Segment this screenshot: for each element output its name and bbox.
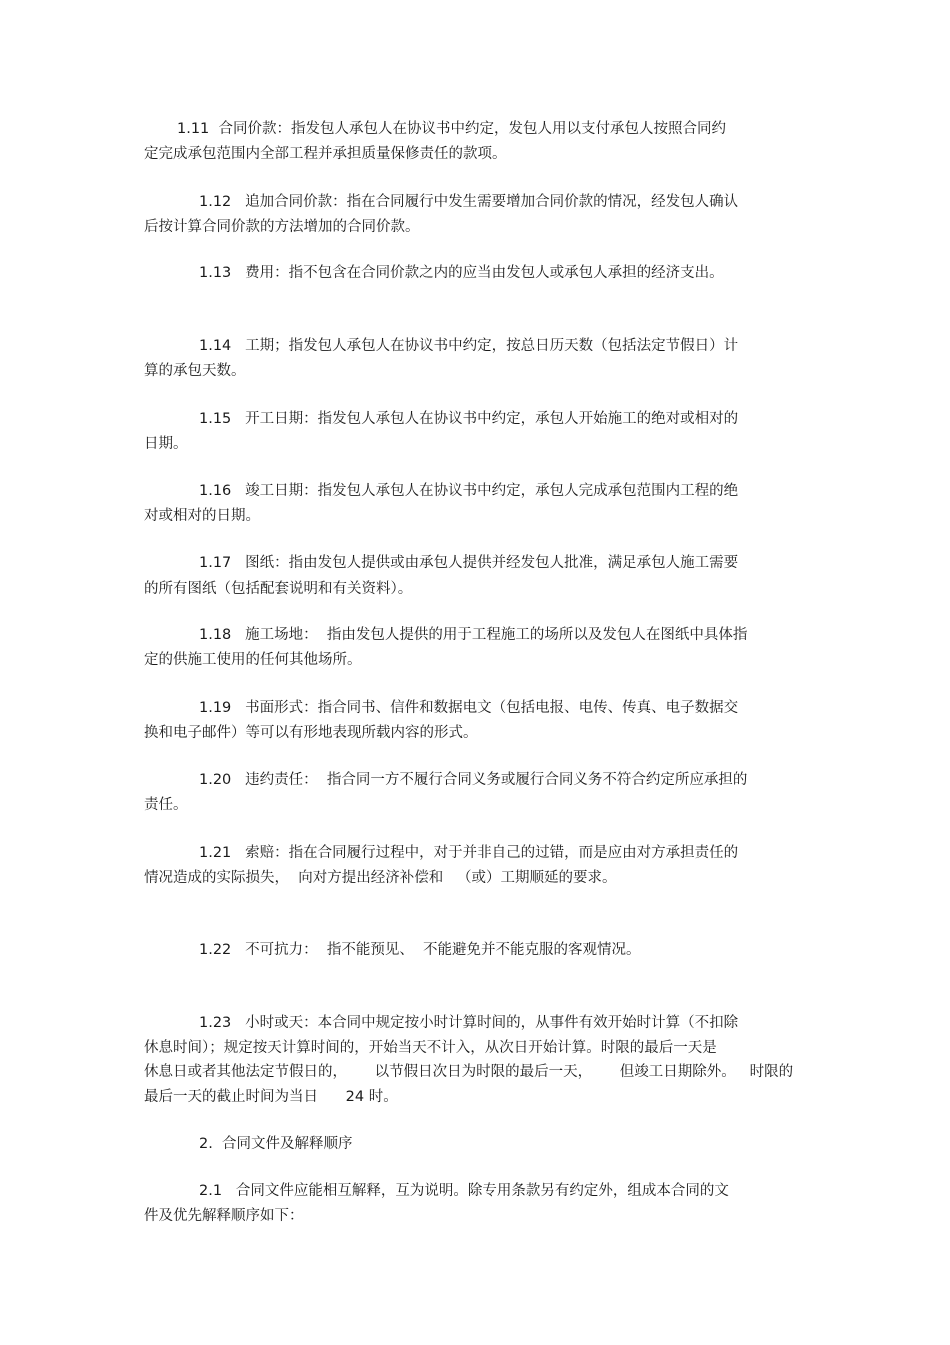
- clause-2-1-line-2: 件及优先解释顺序如下：: [144, 1208, 304, 1224]
- clause-1-22-line-1: 1.22 不可抗力： 指不能预见、 不能避免并不能克服的客观情况。: [199, 942, 641, 958]
- clause-1-15-line-2: 日期。: [144, 436, 188, 452]
- clause-1-14-line-1: 1.14 工期；指发包人承包人在协议书中约定，按总日历天数（包括法定节假日）计: [199, 338, 739, 354]
- section-2-heading: 2. 合同文件及解释顺序: [199, 1136, 353, 1152]
- clause-1-23-line-3: 休息日或者其他法定节假日的， 以节假日次日为时限的最后一天， 但竣工日期除外。 时限的: [144, 1064, 794, 1080]
- clause-1-21-line-1: 1.21 索赔：指在合同履行过程中，对于并非自己的过错，而是应由对方承担责任的: [199, 845, 739, 861]
- clause-1-11-line-1: 1.11 合同价款：指发包人承包人在协议书中约定，发包人用以支付承包人按照合同约: [177, 121, 727, 137]
- clause-1-18-line-2: 定的供施工使用的任何其他场所。: [144, 652, 362, 668]
- clause-1-20-line-2: 责任。: [144, 797, 188, 813]
- clause-1-11-line-2: 定完成承包范围内全部工程并承担质量保修责任的款项。: [144, 146, 507, 162]
- clause-1-18-line-1: 1.18 施工场地： 指由发包人提供的用于工程施工的场所以及发包人在图纸中具体指: [199, 627, 748, 643]
- clause-1-14-line-2: 算的承包天数。: [144, 363, 246, 379]
- clause-1-20-line-1: 1.20 违约责任： 指合同一方不履行合同义务或履行合同义务不符合约定所应承担的: [199, 772, 748, 788]
- clause-1-17-line-1: 1.17 图纸：指由发包人提供或由承包人提供并经发包人批准，满足承包人施工需要: [199, 555, 739, 571]
- clause-2-1-line-1: 2.1 合同文件应能相互解释，互为说明。除专用条款另有约定外，组成本合同的文: [199, 1183, 729, 1199]
- clause-1-12-line-1: 1.12 追加合同价款：指在合同履行中发生需要增加合同价款的情况，经发包人确认: [199, 194, 739, 210]
- clause-1-23-line-4: 最后一天的截止时间为当日 24 时。: [144, 1089, 398, 1105]
- clause-1-19-line-1: 1.19 书面形式：指合同书、信件和数据电文（包括电报、电传、传真、电子数据交: [199, 700, 739, 716]
- clause-1-13-line-1: 1.13 费用：指不包含在合同价款之内的应当由发包人或承包人承担的经济支出。: [199, 265, 724, 281]
- clause-1-23-line-1: 1.23 小时或天：本合同中规定按小时计算时间的，从事件有效开始时计算（不扣除: [199, 1015, 739, 1031]
- clause-1-12-line-2: 后按计算合同价款的方法增加的合同价款。: [144, 219, 420, 235]
- clause-1-15-line-1: 1.15 开工日期：指发包人承包人在协议书中约定，承包人开始施工的绝对或相对的: [199, 411, 739, 427]
- clause-1-16-line-2: 对或相对的日期。: [144, 508, 260, 524]
- clause-1-21-line-2: 情况造成的实际损失， 向对方提出经济补偿和 （或）工期顺延的要求。: [144, 870, 617, 886]
- clause-1-17-line-2: 的所有图纸（包括配套说明和有关资料）。: [144, 581, 413, 597]
- clause-1-23-line-2: 休息时间）；规定按天计算时间的，开始当天不计入，从次日开始计算。时限的最后一天是: [144, 1040, 717, 1056]
- clause-1-19-line-2: 换和电子邮件）等可以有形地表现所载内容的形式。: [144, 725, 478, 741]
- clause-1-16-line-1: 1.16 竣工日期：指发包人承包人在协议书中约定，承包人完成承包范围内工程的绝: [199, 483, 739, 499]
